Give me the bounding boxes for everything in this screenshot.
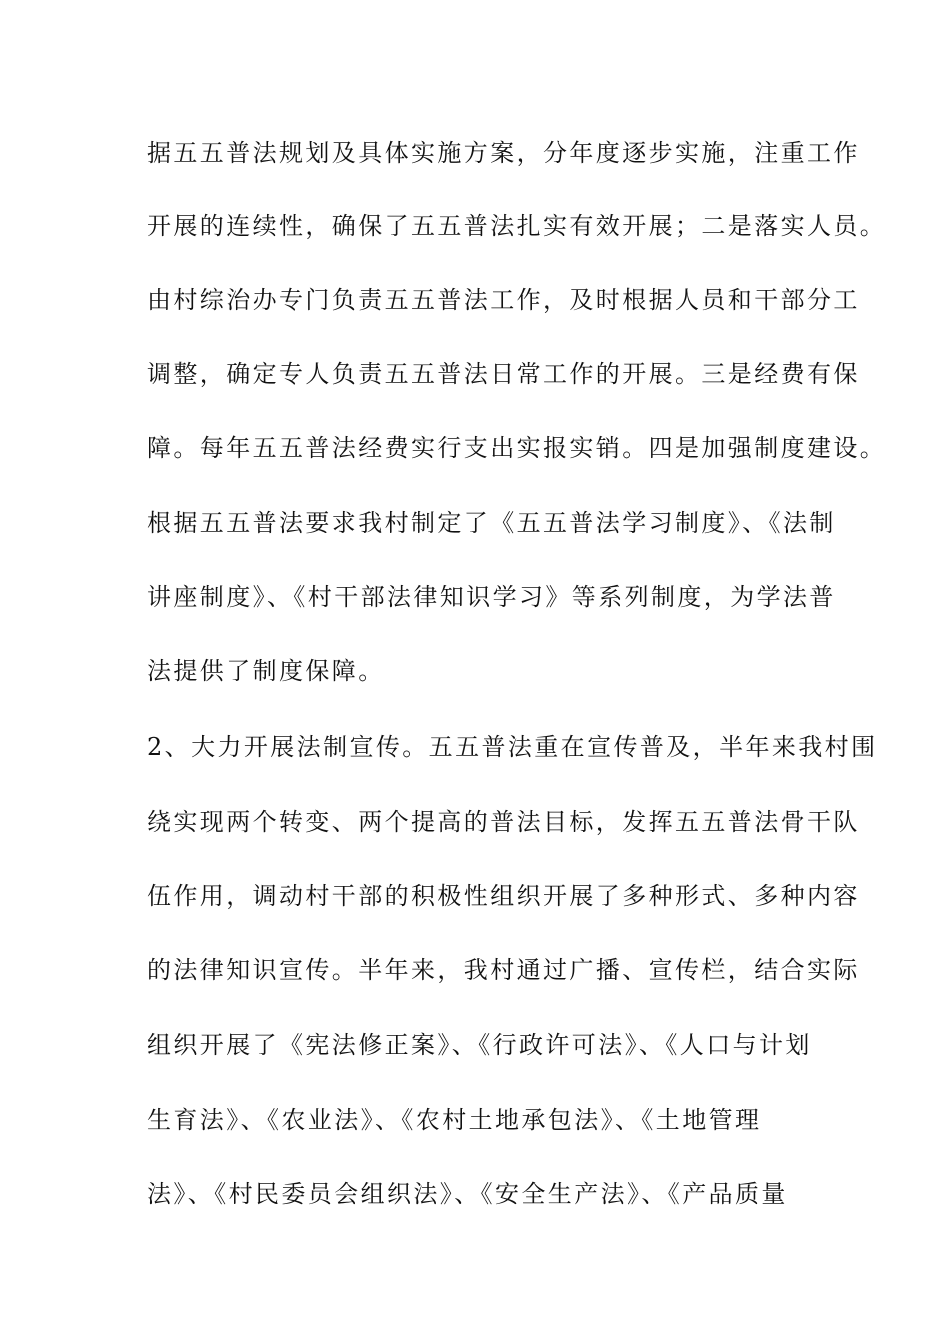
text-line: 生育法》、《农业法》、《农村土地承包法》、《土地管理 bbox=[147, 1106, 762, 1134]
text-line: 2、大力开展法制宣传。五五普法重在宣传普及，半年来我村围 bbox=[147, 733, 878, 761]
text-line: 据五五普法规划及具体实施方案，分年度逐步实施，注重工作 bbox=[147, 139, 860, 167]
text-line: 的法律知识宣传。半年来，我村通过广播、宣传栏，结合实际 bbox=[147, 956, 860, 984]
text-line: 开展的连续性，确保了五五普法扎实有效开展；二是落实人员。 bbox=[147, 212, 887, 240]
text-line: 讲座制度》、《村干部法律知识学习》等系列制度，为学法普 bbox=[147, 583, 836, 611]
text-line: 伍作用，调动村干部的积极性组织开展了多种形式、多种内容 bbox=[147, 882, 860, 910]
text-line: 根据五五普法要求我村制定了《五五普法学习制度》、《法制 bbox=[147, 509, 836, 537]
text-line: 组织开展了《宪法修正案》、《行政许可法》、《人口与计划 bbox=[147, 1031, 812, 1059]
text-line: 法》、《村民委员会组织法》、《安全生产法》、《产品质量 bbox=[147, 1180, 788, 1208]
text-line: 法提供了制度保障。 bbox=[147, 657, 385, 685]
text-line: 由村综治办专门负责五五普法工作，及时根据人员和干部分工 bbox=[147, 286, 860, 314]
text-line: 绕实现两个转变、两个提高的普法目标，发挥五五普法骨干队 bbox=[147, 808, 860, 836]
text-line: 障。每年五五普法经费实行支出实报实销。四是加强制度建设。 bbox=[147, 434, 887, 462]
text-line: 调整，确定专人负责五五普法日常工作的开展。三是经费有保 bbox=[147, 360, 860, 388]
